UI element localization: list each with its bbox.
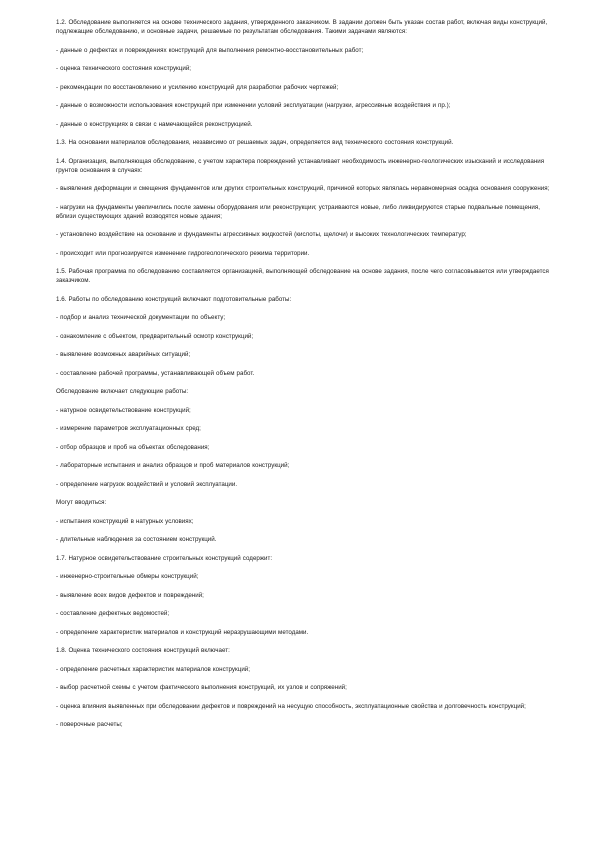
list-item-foundation-deformation: - выявления деформации и смещения фундаментов или других строительных конструкций, причиной которых являлась неравномерная осадка основания сооружения; — [56, 185, 550, 192]
paragraph-1-6: 1.6. Работы по обследованию конструкций включают подготовительные работы: — [56, 295, 292, 303]
list-item-environment-measurement: - измерение параметров эксплуатационных сред; — [56, 425, 201, 432]
optional-works-heading: Могут вводиться: — [56, 499, 107, 506]
list-item-nondestructive-methods: - определение характеристик материалов и конструкций неразрушающими методами. — [56, 628, 309, 636]
paragraph-1-3: 1.3. На основании материалов обследования, независимо от решаемых задач, определяется вид технического состояния конструкций. — [56, 139, 454, 146]
paragraph-1-4: 1.4. Организация, выполняющая обследование, с учетом характера повреждений устанавливает необходимость инженерно-геологических изысканий и исследования грунтов основания в случаях: — [56, 157, 545, 174]
paragraph-1-8: 1.8. Оценка технического состояния конструкций включает: — [56, 647, 230, 654]
list-item-defects-detection: - выявление всех видов дефектов и повреждений; — [56, 591, 204, 599]
list-item-long-term-monitoring: - длительные наблюдения за состоянием конструкций. — [56, 536, 217, 543]
list-item-documentation-analysis: - подбор и анализ технической документации по объекту; — [56, 314, 226, 321]
list-item-lab-testing: - лабораторные испытания и анализ образцов и проб материалов конструкций; — [56, 462, 290, 469]
list-item-design-characteristics: - определение расчетных характеристик материалов конструкций; — [56, 665, 251, 673]
list-item-hydrogeology-change: - происходит или прогнозируется изменение гидрогеологического режима территории. — [56, 249, 310, 257]
list-item-field-testing: - испытания конструкций в натурных условиях; — [56, 517, 194, 525]
list-item-sampling: - отбор образцов и проб на объектах обследования; — [56, 443, 210, 451]
list-item-site-familiarization: - ознакомление с объектом, предварительный осмотр конструкций; — [56, 332, 254, 340]
list-item-defects-data: - данные о дефектах и повреждениях конструкций для выполнения ремонтно-восстановительных работ; — [56, 46, 364, 54]
list-item-defect-impact-assessment: - оценка влияния выявленных при обследовании дефектов и повреждений на несущую способность, эксплуатационные свойства и долговечность конструкций; — [56, 702, 526, 710]
paragraph-1-2: 1.2. Обследование выполняется на основе технического задания, утвержденного заказчиком. В задании должен быть указан состав работ, включая виды конструкций, подлежащие обследованию, и основные задачи, решаемые по результатам обследования. Такими задачами являются: — [56, 19, 548, 35]
list-item-measurements: - инженерно-строительные обмеры конструкций; — [56, 573, 199, 580]
document-page — [56, 18, 561, 739]
list-item-defect-sheets: - составление дефектных ведомостей; — [56, 610, 170, 617]
list-item-increased-loads: - нагрузки на фундаменты увеличились после замены оборудования или реконструкции; устраиваются новые, либо ликвидируются старые подвальные помещения, вблизи существующих зданий возводятся новые здания; — [56, 203, 540, 220]
list-item-field-inspection: - натурное освидетельствование конструкций; — [56, 406, 191, 414]
list-item-aggressive-liquids: - установлено воздействие на основание и фундаменты агрессивных жидкостей (кислоты, щелочи) и высоких технологических температур; — [56, 231, 467, 238]
list-item-reconstruction-data: - данные о конструкциях в связи с намечающейся реконструкцией. — [56, 120, 253, 128]
list-item-emergency-detection: - выявление возможных аварийных ситуаций; — [56, 351, 191, 358]
paragraph-1-5: 1.5. Рабочая программа по обследованию составляется организацией, выполняющей обследование на основе задания, после чего согласовывается или утверждается заказчиком. — [56, 268, 549, 284]
list-item-usage-change-data: - данные о возможности использования конструкций при изменении условий эксплуатации (нагрузки, агрессивные воздействия и пр.); — [56, 102, 451, 109]
survey-works-heading: Обследование включает следующие работы: — [56, 388, 189, 395]
list-item-loads-determination: - определение нагрузок воздействий и условий эксплуатации. — [56, 480, 238, 488]
list-item-verification-calculations: - поверочные расчеты; — [56, 721, 123, 728]
list-item-restoration-recommendations: - рекомендации по восстановлению и усилению конструкций для разработки рабочих чертежей; — [56, 83, 339, 91]
list-item-work-program: - составление рабочей программы, устанавливающей объем работ. — [56, 369, 255, 377]
paragraph-1-7: 1.7. Натурное освидетельствование строительных конструкций содержит: — [56, 554, 273, 562]
list-item-technical-assessment: - оценка технического состояния конструкций; — [56, 65, 192, 72]
list-item-design-scheme: - выбор расчетной схемы с учетом фактического выполнения конструкций, их узлов и сопряжений; — [56, 684, 347, 691]
